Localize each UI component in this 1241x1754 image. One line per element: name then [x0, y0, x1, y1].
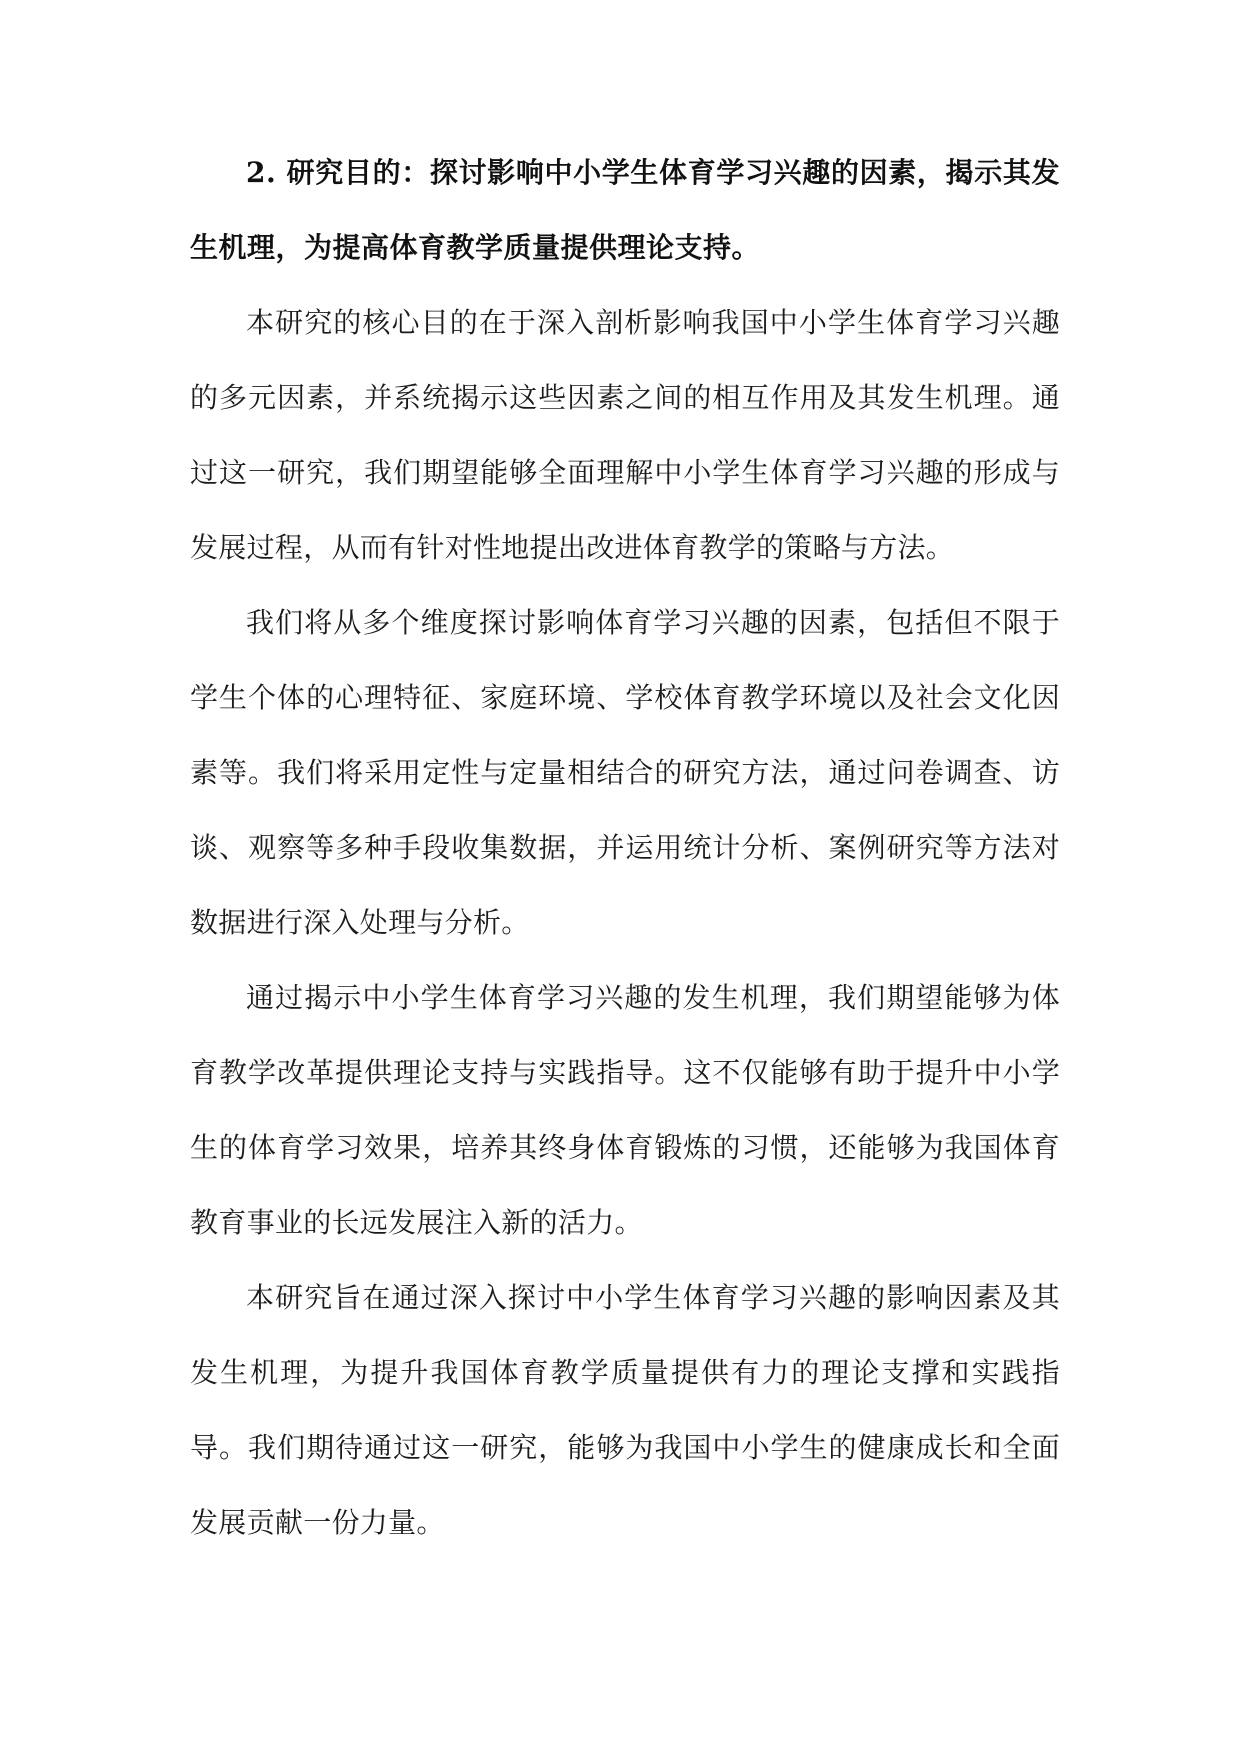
- paragraph-4: 本研究旨在通过深入探讨中小学生体育学习兴趣的影响因素及其发生机理，为提升我国体育教学质量提供有力的理论支撑和实践指导。我们期待通过这一研究，能够为我国中小学生的健康成长和全面发展贡献一份力量。: [190, 1281, 1060, 1539]
- document-body: [190, 135, 1060, 1560]
- paragraph-2: 我们将从多个维度探讨影响体育学习兴趣的因素，包括但不限于学生个体的心理特征、家庭环境、学校体育教学环境以及社会文化因素等。我们将采用定性与定量相结合的研究方法，通过问卷调查、访谈、观察等多种手段收集数据，并运用统计分析、案例研究等方法对数据进行深入处理与分析。: [190, 606, 1060, 939]
- section-heading: 2. 研究目的：探讨影响中小学生体育学习兴趣的因素，揭示其发生机理，为提高体育教学质量提供理论支持。: [190, 156, 1060, 264]
- paragraph-1: 本研究的核心目的在于深入剖析影响我国中小学生体育学习兴趣的多元因素，并系统揭示这些因素之间的相互作用及其发生机理。通过这一研究，我们期望能够全面理解中小学生体育学习兴趣的形成与发展过程，从而有针对性地提出改进体育教学的策略与方法。: [190, 306, 1060, 564]
- paragraph-3: 通过揭示中小学生体育学习兴趣的发生机理，我们期望能够为体育教学改革提供理论支持与实践指导。这不仅能够有助于提升中小学生的体育学习效果，培养其终身体育锻炼的习惯，还能够为我国体育教育事业的长远发展注入新的活力。: [190, 981, 1060, 1239]
